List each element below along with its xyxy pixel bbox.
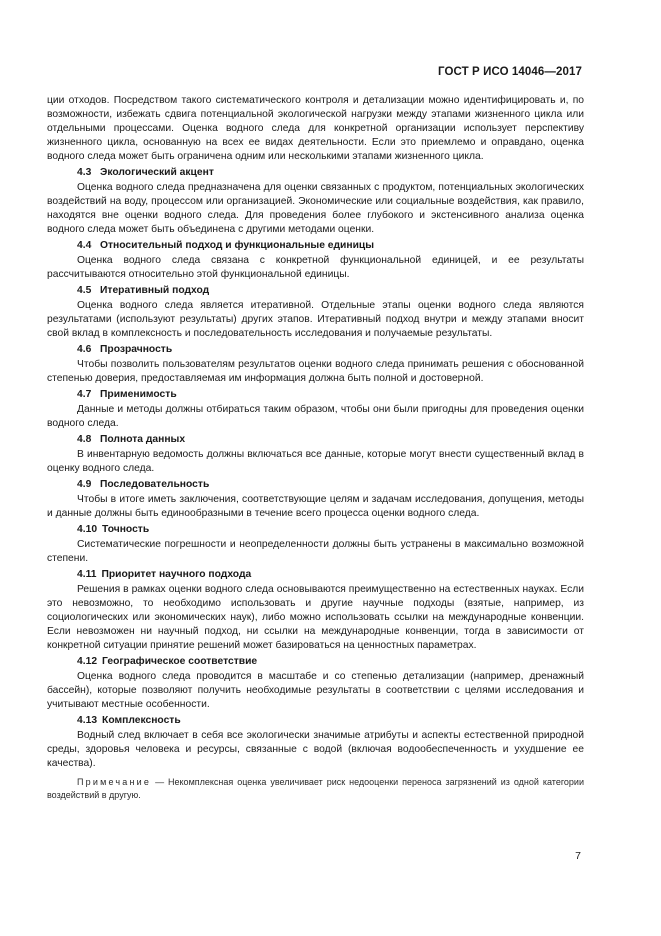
- document-body: [47, 94, 584, 802]
- section-number: 4.4: [77, 240, 92, 251]
- section-number: 4.3: [77, 167, 92, 178]
- section-text-4-4: Оценка водного следа связана с конкретной функциональной единицей, и ее результаты рассчитываются относительно этой функциональной единицы.: [47, 255, 584, 280]
- section-heading-4-7: [47, 388, 584, 402]
- section-number: 4.9: [77, 479, 92, 490]
- section-number: 4.5: [77, 285, 92, 296]
- section-title: Итеративный подход: [100, 285, 210, 296]
- section-title: Приоритет научного подхода: [101, 569, 252, 580]
- page-number: 7: [575, 850, 581, 862]
- section-text-4-8: В инвентарную ведомость должны включаться все данные, которые могут внести существенный вклад в оценку водного следа.: [47, 449, 584, 474]
- intro-paragraph: ции отходов. Посредством такого систематического контроля и детализации можно идентифицировать и, по возможности, избежать сдвига потенциальной экологической нагрузки между этапами жизненного цикла или отдельными процессами. Оценка водного следа для конкретной организации использует перспективу жизненного цикла, основанную на всех ее видах деятельности. Если это приемлемо и оправдано, оценка водного следа может быть ограничена одним или несколькими этапами жизненного цикла.: [47, 95, 584, 162]
- section-title: Относительный подход и функциональные единицы: [100, 240, 375, 251]
- section-text-4-11: Решения в рамках оценки водного следа основываются преимущественно на естественных науках. Если это невозможно, то необходимо использовать и другие научные подходы (взятые, например, из социологических или экономических наук), либо можно использовать ссылки на международные конвенции. Если невозможен ни научный подход, ни ссылки на международные конвенции, тогда в зависимости от конкретной ситуации принятие решений может базироваться на ценностных параметрах.: [47, 584, 584, 651]
- section-title: Прозрачность: [100, 344, 173, 355]
- section-number: 4.13: [77, 715, 98, 726]
- section-text-4-6: Чтобы позволить пользователям результатов оценки водного следа принимать решения с обоснованной степенью доверия, предоставляемая им информация должна быть полной и достоверной.: [47, 359, 584, 384]
- section-title: Точность: [102, 524, 150, 535]
- note-paragraph: [47, 776, 584, 802]
- section-number: 4.8: [77, 434, 92, 445]
- section-heading-4-6: [47, 343, 584, 357]
- section-title: Полнота данных: [100, 434, 186, 445]
- section-number: 4.7: [77, 389, 92, 400]
- section-heading-4-3: [47, 166, 584, 180]
- section-heading-4-5: [47, 284, 584, 298]
- section-title: Последовательность: [100, 479, 210, 490]
- section-heading-4-9: [47, 478, 584, 492]
- document-code-header: ГОСТ Р ИСО 14046—2017: [437, 66, 582, 78]
- section-title: Комплексность: [102, 715, 181, 726]
- section-heading-4-10: [47, 523, 584, 537]
- section-title: Применимость: [100, 389, 177, 400]
- note-label: Примечание: [77, 777, 152, 787]
- section-number: 4.10: [77, 524, 98, 535]
- section-text-4-12: Оценка водного следа проводится в масштабе и со степенью детализации (например, дренажный бассейн), которые позволяют получить необходимые результаты в соответствии с целями исследования и учитывают местные особенности.: [47, 671, 584, 710]
- section-text-4-3: Оценка водного следа предназначена для оценки связанных с продуктом, потенциальных экологических воздействий на воду, процессом или организацией. Экономические или социальные воздействия, как правило, находятся вне оценки водного следа. Для проведения более глубокого и экстенсивного анализа оценка водного следа может быть объединена с другими методами оценки.: [47, 182, 584, 235]
- section-heading-4-8: [47, 433, 584, 447]
- section-text-4-9: Чтобы в итоге иметь заключения, соответствующие целям и задачам исследования, допущения, методы и данные должны быть единообразными в течение всего процесса оценки водного следа.: [47, 494, 584, 519]
- section-heading-4-11: [47, 568, 584, 582]
- section-number: 4.11: [77, 569, 97, 580]
- section-heading-4-12: [47, 655, 584, 669]
- note-text: — Некомплексная оценка увеличивает риск недооценки переноса загрязнений из одной категории воздействий в другую.: [47, 777, 584, 800]
- section-text-4-13: Водный след включает в себя все экологически значимые атрибуты и аспекты естественной природной среды, здоровья человека и ресурсы, связанные с водой (включая водообеспеченность и ухудшение ее качества).: [47, 730, 584, 769]
- section-text-4-10: Систематические погрешности и неопределенности должны быть устранены в максимально возможной степени.: [47, 539, 584, 564]
- section-heading-4-13: [47, 714, 584, 728]
- section-number: 4.12: [77, 656, 98, 667]
- section-heading-4-4: [47, 239, 584, 253]
- section-text-4-7: Данные и методы должны отбираться таким образом, чтобы они были пригодны для проведения оценки водного следа.: [47, 404, 584, 429]
- section-number: 4.6: [77, 344, 92, 355]
- section-title: Экологический акцент: [100, 167, 214, 178]
- section-text-4-5: Оценка водного следа является итеративной. Отдельные этапы оценки водного следа являются результатами (используют результаты) других этапов. Итеративный подход внутри и между этапами вносит свой вклад в комплексность и последовательность исследования и получаемые результаты.: [47, 300, 584, 339]
- section-title: Географическое соответствие: [102, 656, 258, 667]
